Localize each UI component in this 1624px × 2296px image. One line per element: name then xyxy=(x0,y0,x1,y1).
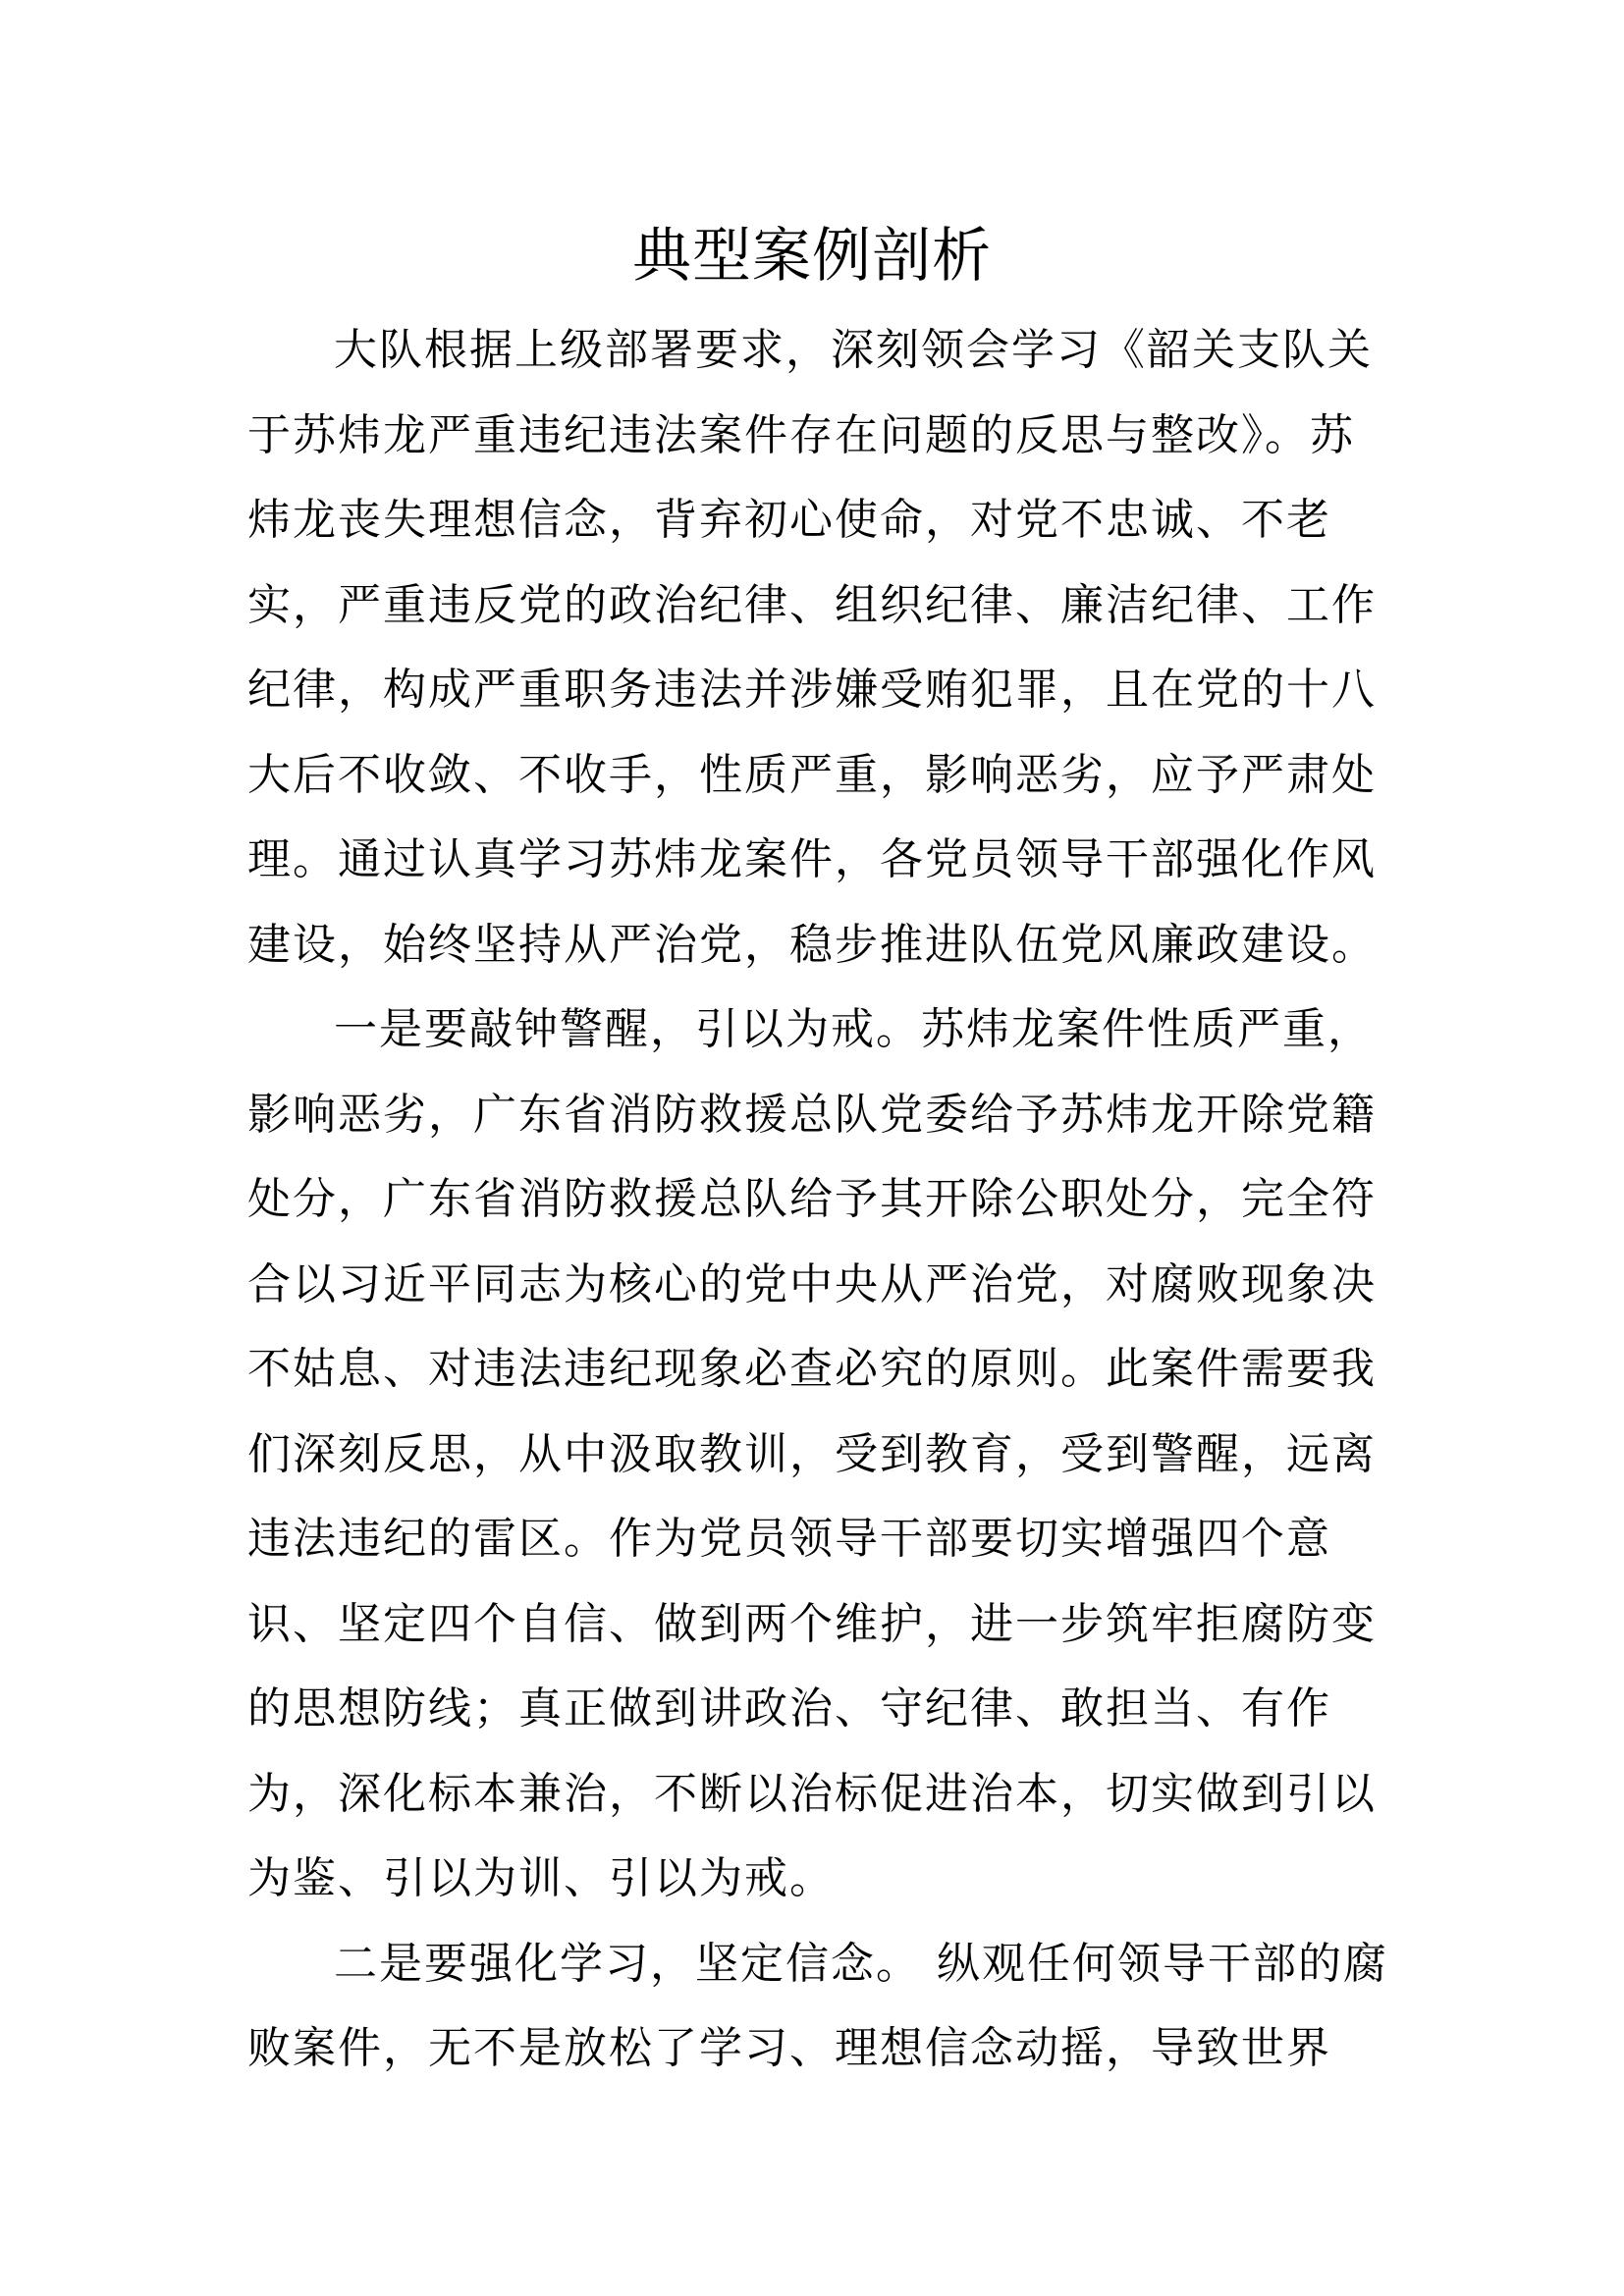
text-line: 建设，始终坚持从严治党，稳步推进队伍党风廉政建设。 xyxy=(247,919,1377,970)
text-line: 大队根据上级部署要求，深刻领会学习《韶关支队关 xyxy=(334,325,1373,375)
text-line: 理。通过认真学习苏炜龙案件，各党员领导干部强化作风 xyxy=(247,834,1377,884)
paragraph-2 xyxy=(247,988,1386,1922)
text-line: 大后不收敛、不收手，性质严重，影响恶劣，应予严肃处 xyxy=(247,749,1377,800)
text-line: 纪律，构成严重职务违法并涉嫌受贿犯罪，且在党的十八 xyxy=(247,665,1377,715)
text-line: 实，严重违反党的政治纪律、组织纪律、廉洁纪律、工作 xyxy=(247,579,1377,630)
text-line: 为，深化标本兼治，不断以治标促进治本，切实做到引以 xyxy=(247,1768,1377,1819)
paragraph-3 xyxy=(247,1922,1386,2092)
text-line: 一是要敲钟警醒，引以为戒。苏炜龙案件性质严重， xyxy=(334,1004,1373,1054)
text-line: 的思想防线；真正做到讲政治、守纪律、敢担当、有作 xyxy=(247,1683,1331,1734)
text-line: 炜龙丧失理想信念，背弃初心使命，对党不忠诚、不老 xyxy=(247,495,1331,545)
text-line: 识、坚定四个自信、做到两个维护，进一步筑牢拒腐防变 xyxy=(247,1598,1377,1649)
document-body xyxy=(247,308,1386,2092)
text-line: 们深刻反思，从中汲取教训，受到教育，受到警醒，远离 xyxy=(247,1428,1377,1479)
text-line: 不姑息、对违法违纪现象必查必究的原则。此案件需要我 xyxy=(247,1344,1377,1394)
text-line: 败案件，无不是放松了学习、理想信念动摇，导致世界 xyxy=(247,2023,1331,2073)
text-line: 处分，广东省消防救援总队给予其开除公职处分，完全符 xyxy=(247,1174,1377,1224)
text-line: 影响恶劣，广东省消防救援总队党委给予苏炜龙开除党籍 xyxy=(247,1089,1377,1140)
document-title: 典型案例剖析 xyxy=(632,222,992,291)
paragraph-1 xyxy=(247,308,1386,988)
text-line: 合以习近平同志为核心的党中央从严治党，对腐败现象决 xyxy=(247,1258,1377,1309)
text-line: 为鉴、引以为训、引以为戒。 xyxy=(247,1853,835,1903)
text-line: 于苏炜龙严重违纪违法案件存在问题的反思与整改》。苏 xyxy=(247,409,1355,460)
text-line: 违法违纪的雷区。作为党员领导干部要切实增强四个意 xyxy=(247,1514,1331,1564)
text-line: 二是要强化学习，坚定信念。 纵观任何领导干部的腐 xyxy=(334,1938,1388,1989)
